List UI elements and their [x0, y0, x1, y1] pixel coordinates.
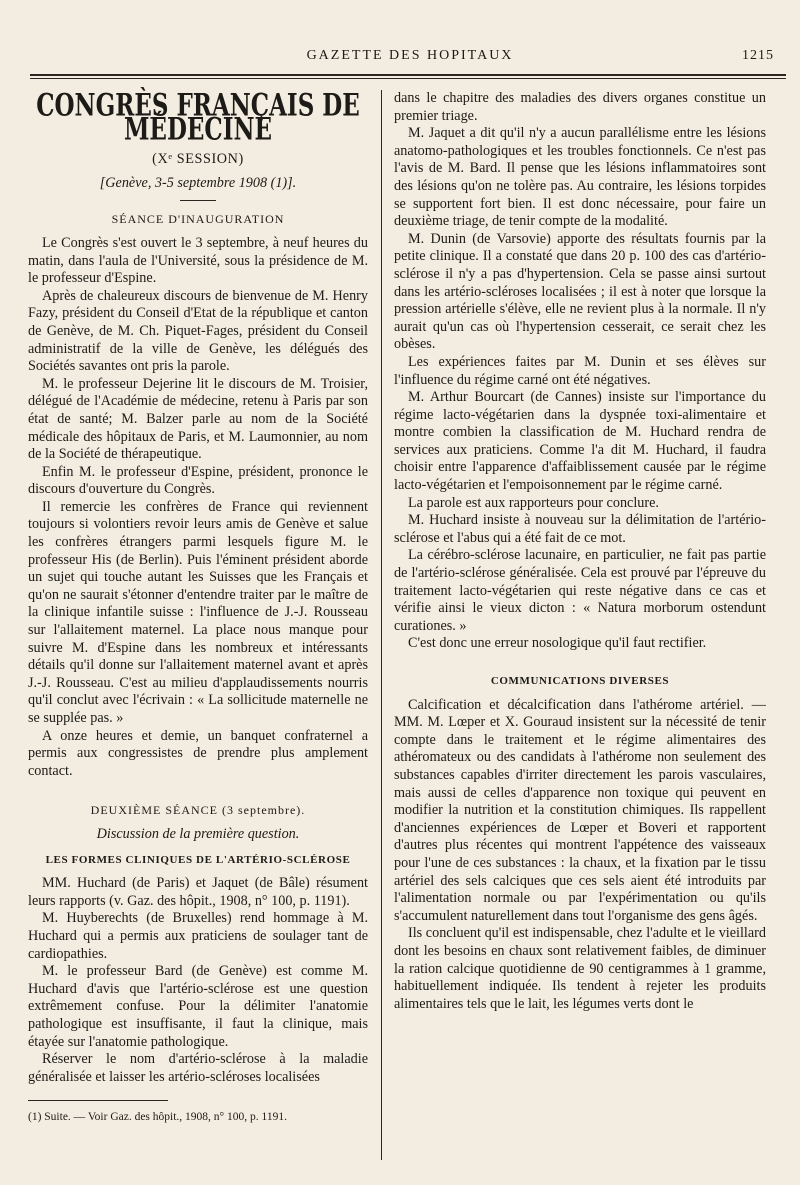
right-column — [394, 90, 766, 1013]
session-label: (Xᵉ SESSION) — [152, 151, 244, 168]
column-divider — [381, 90, 382, 1160]
header-rule-thin — [30, 78, 786, 79]
footnote-rule — [28, 1100, 168, 1101]
paragraph: Enfin M. le professeur d'Espine, président, prononce le discours d'ouverture du Congrès. — [28, 463, 368, 498]
paragraph: Ils concluent qu'il est indispensable, chez l'adulte et le vieillard dont les besoins en chaux sont relativement faibles, de diminuer la ration calcique quotidienne de 90 centigrammes à 1 gramme, habituellement indiquée. Ils tendent à rejeter les produits alimentaires tels que le lait, les légumes verts dont le — [394, 925, 766, 1012]
paragraph: M. Jaquet a dit qu'il n'y a aucun parallélisme entre les lésions anatomo-pathologiques et les troubles fonctionnels. Ce n'est pas l'avis de M. Bard. Il pense que les lésions inflammatoires sont des lésions qu'on ne tolère pas. Au contraire, les lésions torpides se supportent fort bien. Il est donc nécessaire, pour faire un deuxième triage, de tenir compte de la modalité. — [394, 125, 766, 230]
left-column — [28, 87, 368, 1127]
paragraph: M. Huyberechts (de Bruxelles) rend hommage à M. Huchard qui a permis aux praticiens de soulager tant de cardiopathies. — [28, 910, 368, 962]
paragraph: Calcification et décalcification dans l'athérome artériel. — MM. M. Lœper et X. Gouraud insistent sur la nécessité de tenir compte dans le traitement et le régime alimentaires des athéromateux ou des candidats à l'athérome non seulement des substances capables d'irriter directement les parois vasculaires, mais aussi de celles d'apparence non toxique qui peuvent en modifier la nutrition et la constitution chimiques. Ils rappellent d'anciennes expériences de Lœper et Boveri et rapportent d'autres plus récentes qui montrent l'appétence des vaisseaux pour l'une de ces substances : la chaux, et la fixation par le tissu artériel des sels calciques que ces sels aient été introduits par l'alimentation normale ou par l'expérimentation ou qu'ils s'accumulent naturellement dans tout l'organisme des gens âgés. — [394, 696, 766, 924]
discussion-heading: Discussion de la première question. — [96, 825, 300, 842]
paragraph: M. Dunin (de Varsovie) apporte des résultats fournis par la petite clinique. Il a constaté que dans 20 p. 100 des cas d'artério-sclérose il n'y a pas d'hypertension. Cela se passe ainsi surtout dans les artério-scléroses localisées ; il est à noter que lorsque la pression artérielle s'élève, elle ne revient plus à la normale. Il n'y aurait qu'un cas où l'hypertension cesserait, ce serait chez les obèses. — [394, 230, 766, 353]
paragraph: M. Huchard insiste à nouveau sur la délimitation de l'artério-sclérose et l'abus qui a été fait de ce mot. — [394, 512, 766, 546]
paragraph: A onze heures et demie, un banquet confraternel a permis aux congressistes de prendre plus amplement contact. — [28, 727, 368, 779]
paragraph: Réserver le nom d'artério-sclérose à la maladie généralisée et laisser les artério-scléroses localisées — [28, 1051, 368, 1085]
paragraph: dans le chapitre des maladies des divers organes constitue un premier triage. — [394, 90, 766, 124]
paragraph: Les expériences faites par M. Dunin et ses élèves sur l'influence du régime carné ont été négatives. — [394, 353, 766, 388]
page-number: 1215 — [742, 48, 774, 63]
short-rule — [180, 200, 216, 201]
article-title: CONGRÈS FRANÇAIS DE MÉDECINE — [36, 87, 360, 148]
running-head — [40, 48, 780, 68]
paragraph: C'est donc une erreur nosologique qu'il faut rectifier. — [408, 635, 707, 652]
header-rule — [30, 74, 786, 76]
paragraph: Il remercie les confrères de France qui reviennent toujours si volontiers revoir leurs amis de Genève et salue les confrères étrangers parmi lesquels figure M. le professeur His (de Berlin). Puis l'éminent président aborde un sujet qui touche autant les Suisses que les Français et qu'on ne saurait s'étonner d'entendre traiter par le maître de la clinique infantile suisse : l'influence de J.-J. Rousseau sur l'allaitement maternel. La place nous manque pour suivre M. d'Espine dans les nombreux et intéressants détails qu'il donne sur l'allaitement maternel avant et après J.-J. Rousseau. C'est au milieu d'applaudissements nourris qu'il conclut avec l'écrivain : « La sollicitude maternelle ne se supplée pas. » — [28, 498, 368, 726]
paragraph: Le Congrès s'est ouvert le 3 septembre, à neuf heures du matin, dans l'aula de l'Université, sous la présidence de M. le professeur d'Espine. — [28, 234, 368, 287]
paragraph: M. le professeur Bard (de Genève) est comme M. Huchard d'avis que l'artério-sclérose est une question extrêmement confuse. Pour la délimiter l'anatomie pathologique est insuffisante, il faut la clinique, mais étayée sur l'anatomie pathologique. — [28, 963, 368, 1050]
paragraph: M. le professeur Dejerine lit le discours de M. Troisier, délégué de l'Académie de médecine, retenu à Paris par son état de santé; M. Balzer parle au nom de la Société médicale des hôpitaux de Paris, et M. Laumonnier, au nom de la Société de thérapeutique. — [28, 375, 368, 463]
journal-title: GAZETTE DES HOPITAUX — [306, 48, 514, 63]
paragraph: Après de chaleureux discours de bienvenue de M. Henry Fazy, président du Conseil d'Etat de la république et canton de Genève, de M. Ch. Piquet-Fages, président du Conseil administratif de la ville de Genève, les délégués des Sociétés savantes ont pris la parole. — [28, 287, 368, 375]
communications-heading: COMMUNICATIONS DIVERSES — [490, 675, 670, 687]
footnote: (1) Suite. — Voir Gaz. des hôpit., 1908, n° 100, p. 1191. — [28, 1111, 287, 1124]
seance-heading-1: SÉANCE D'INAUGURATION — [111, 212, 285, 227]
topic-heading: LES FORMES CLINIQUES DE L'ARTÉRIO-SCLÉROSE — [45, 853, 351, 866]
paragraph: M. Arthur Bourcart (de Cannes) insiste sur l'importance du régime lacto-végétarien dans la dyspnée toxi-alimentaire et montre combien la classification de M. Huchard rendra de services aux praticiens. Comme l'a dit M. Huchard, il faudra choisir entre l'apparence d'affaiblissement causée par le régime lacto-végétarien et l'empoisonnement par le régime carné. — [394, 389, 766, 494]
paragraph: MM. Huchard (de Paris) et Jaquet (de Bâle) résument leurs rapports (v. Gaz. des hôpit., 1908, n° 100, p. 1191). — [28, 875, 368, 909]
paragraph: La cérébro-sclérose lacunaire, en particulier, ne fait pas partie de l'artério-sclérose généralisée. Cela est prouvé par l'épreuve du traitement lacto-végétarien qui reste négative dans ce cas et vérifie ainsi le vieux dicton : « Natura morborum ostendunt curationes. » — [394, 547, 766, 634]
paragraph: La parole est aux rapporteurs pour conclure. — [408, 494, 659, 511]
place-date: [Genève, 3-5 septembre 1908 (1)]. — [99, 174, 297, 191]
seance-heading-2: DEUXIÈME SÉANCE (3 septembre). — [90, 803, 306, 818]
